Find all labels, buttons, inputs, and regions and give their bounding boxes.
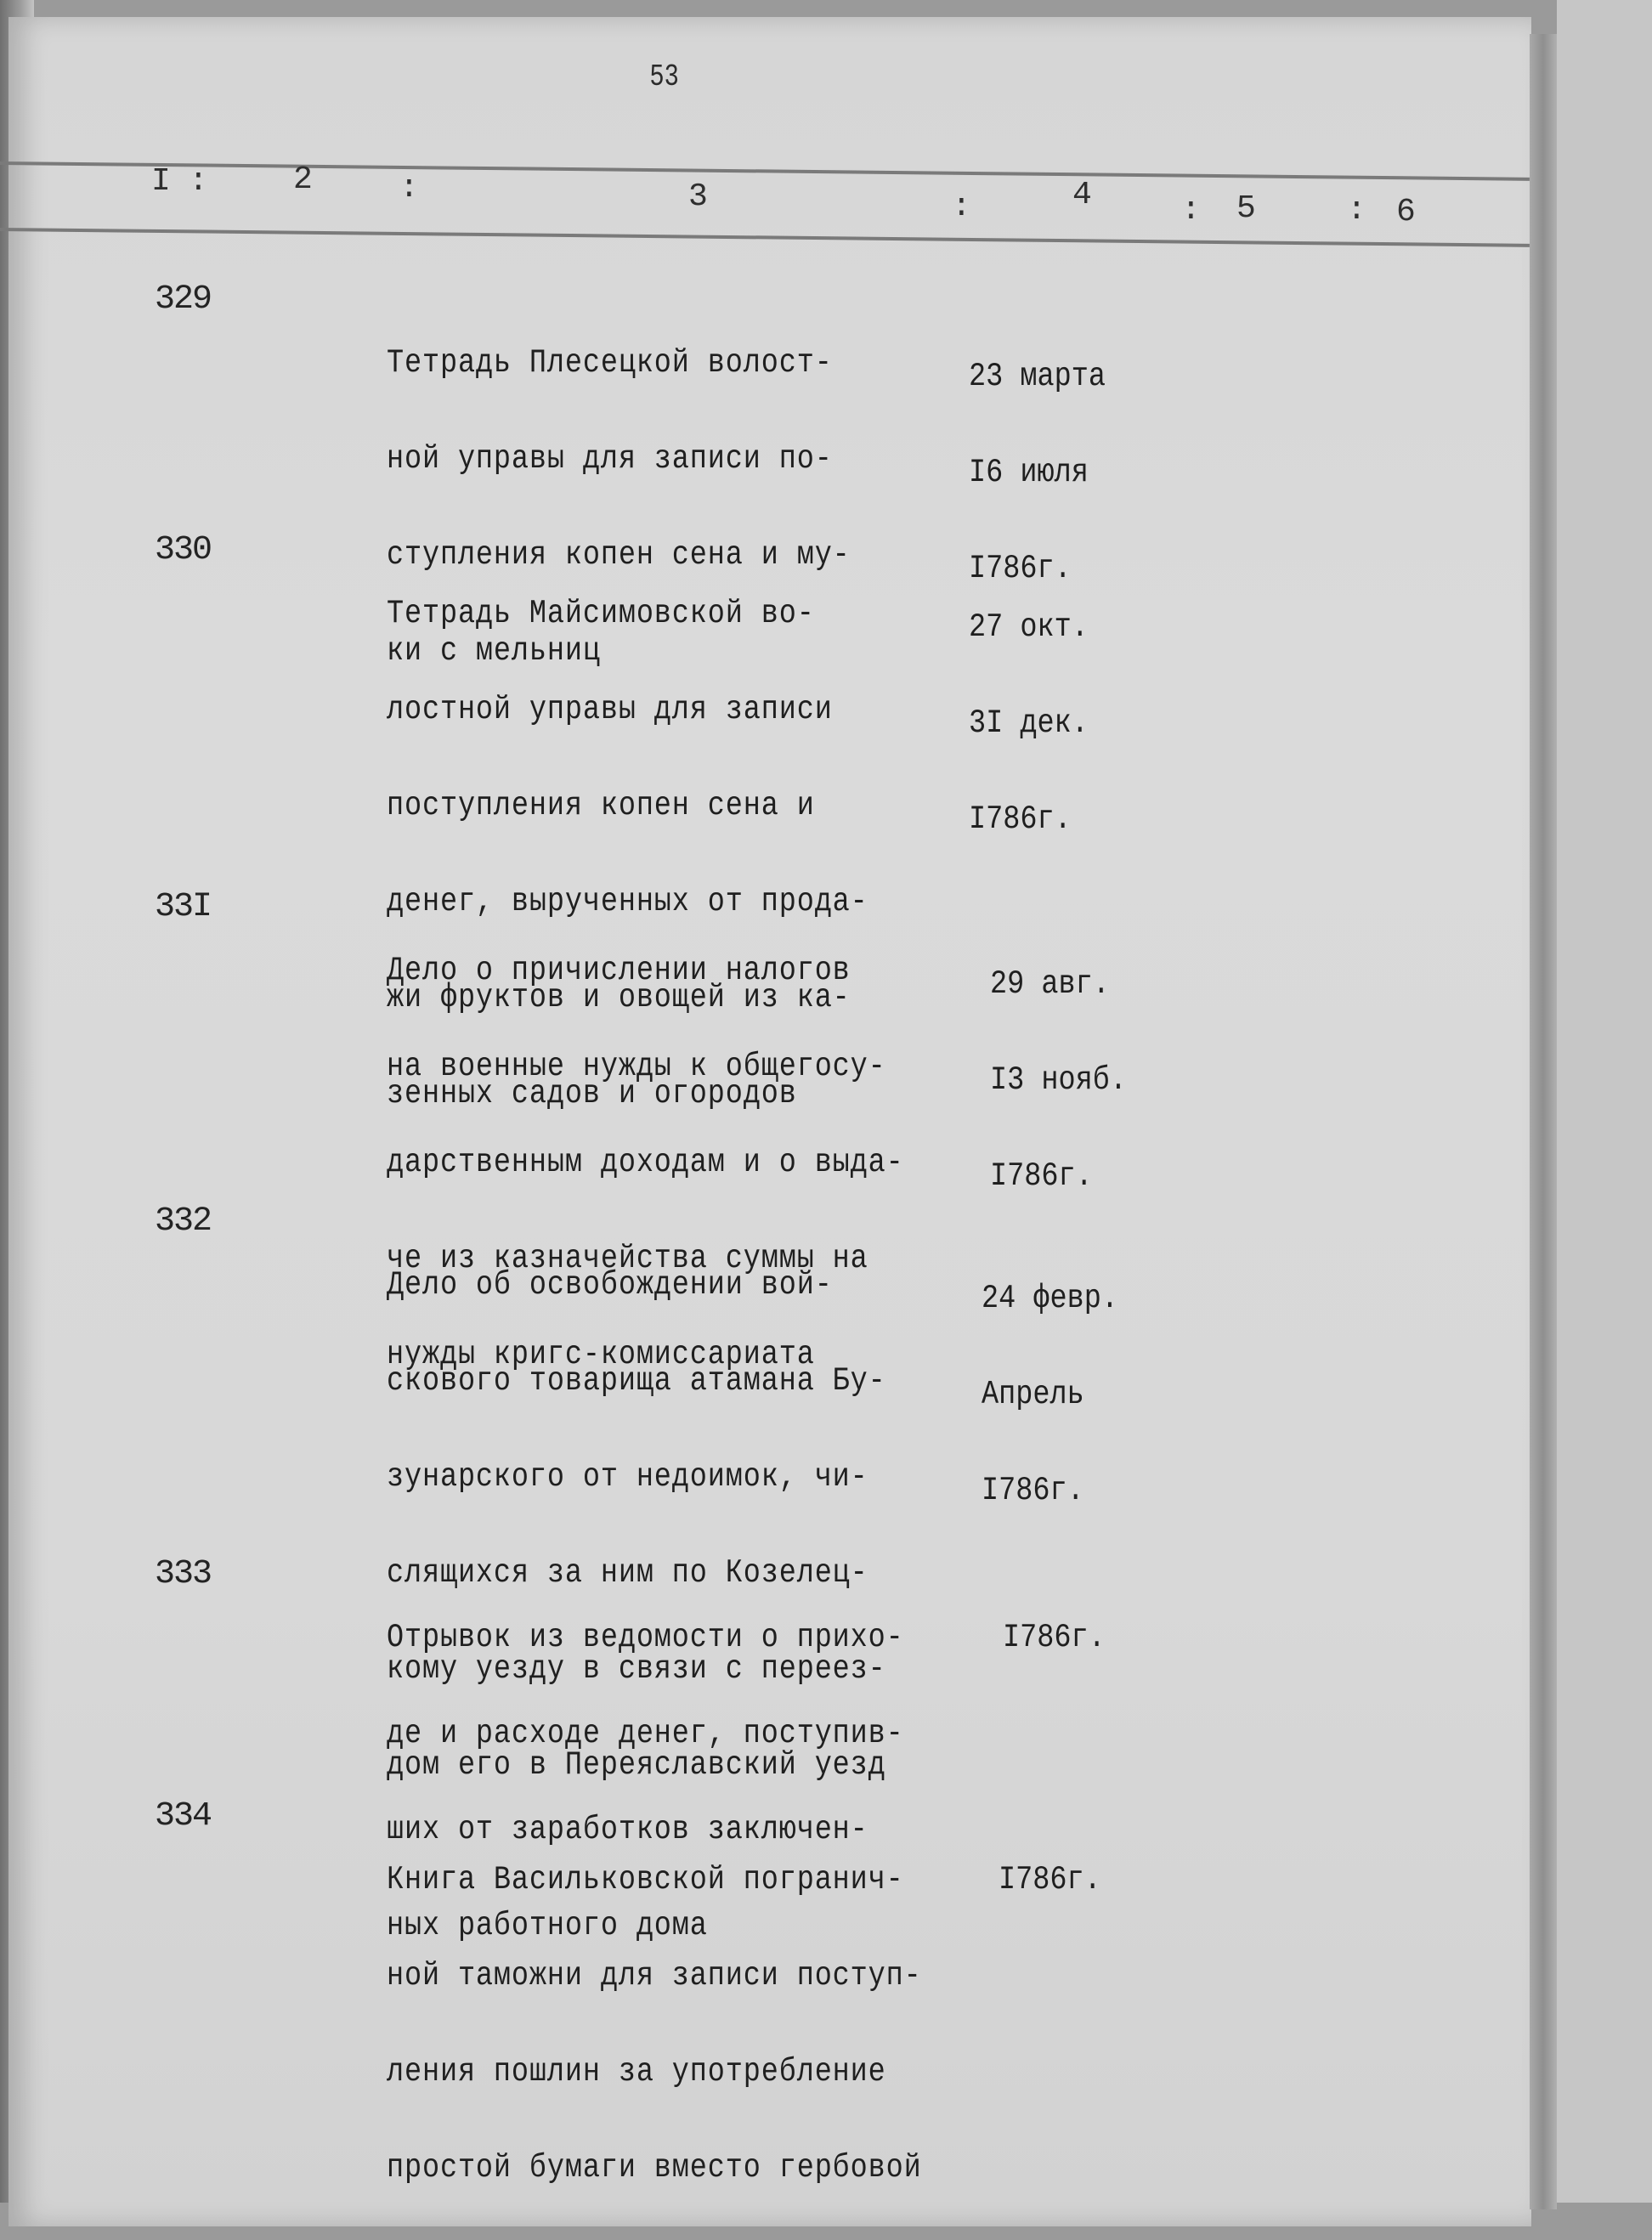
date-line: I3 нояб. — [990, 1061, 1128, 1099]
description-line: Дело об освобождении вой- — [387, 1265, 833, 1304]
description-line: Тетрадь Плесецкой волост- — [387, 343, 833, 382]
column-header-1: I — [151, 163, 171, 200]
column-header-6: 6 — [1396, 194, 1416, 230]
date-line: I6 июля — [969, 453, 1089, 491]
description-line: ных работного дома — [387, 1906, 708, 1944]
description-line: ной таможни для записи поступ- — [387, 1956, 922, 1994]
description-line: Отрывок из ведомости о прихо- — [387, 1618, 904, 1656]
date-line: 29 авг. — [990, 964, 1110, 1003]
description-line: де и расходе денег, поступив- — [387, 1714, 904, 1752]
column-separator: : — [399, 170, 419, 206]
entry-number: 33I — [155, 888, 212, 926]
date-line: I786г. — [999, 1860, 1101, 1898]
column-separator: : — [1181, 192, 1201, 229]
entry-number: 333 — [155, 1555, 212, 1593]
description-line: простой бумаги вместо гербовой — [387, 2148, 922, 2186]
entry-dates — [1003, 1565, 1106, 1710]
column-separator: : — [1347, 192, 1366, 229]
column-separator: : — [952, 189, 971, 225]
description-line: лостной управы для записи — [387, 690, 833, 728]
entry-dates — [969, 555, 1089, 891]
page-stack-edge — [1530, 34, 1557, 2209]
entry-description — [387, 1807, 942, 2240]
description-line: ших от заработков заключен- — [387, 1810, 868, 1848]
description-line: жи фруктов и овощей из ка- — [387, 978, 851, 1016]
description-line: ления пошлин за употребление — [387, 2052, 886, 2090]
description-line: дом его в Переяславский уезд — [387, 1745, 886, 1784]
column-header-2: 2 — [293, 161, 313, 198]
entry-dates — [982, 1226, 1118, 1563]
description-line: кому уезду в связи с переез- — [387, 1649, 886, 1688]
date-line: 3I дек. — [969, 704, 1089, 742]
date-line: I786г. — [1003, 1618, 1106, 1656]
scan-background-right — [1557, 0, 1652, 2203]
date-line: 23 марта — [969, 357, 1106, 395]
column-separator: : — [189, 163, 208, 200]
date-line: I786г. — [969, 549, 1072, 587]
column-header-3: 3 — [688, 178, 708, 215]
column-header-4: 4 — [1072, 177, 1092, 213]
date-line: I786г. — [982, 1471, 1084, 1509]
description-line: нужды кригс-комиссариата — [387, 1335, 815, 1373]
page-number: 53 — [649, 59, 679, 94]
description-line: зунарского от недоимок, чи- — [387, 1457, 868, 1496]
description-line: скового товарища атамана Бу- — [387, 1361, 886, 1400]
description-line: дарственным доходам и о выда- — [387, 1143, 904, 1181]
entry-dates — [990, 912, 1127, 1248]
column-header-5: 5 — [1236, 190, 1256, 227]
description-line: ной управы для записи по- — [387, 439, 833, 478]
entry-number: 329 — [155, 280, 212, 319]
entry-number: 332 — [155, 1202, 212, 1241]
description-line: че из казначейства суммы на — [387, 1239, 868, 1277]
date-line: I786г. — [969, 800, 1072, 838]
date-line: Апрель — [982, 1375, 1084, 1413]
entry-number: 330 — [155, 531, 212, 569]
description-line: поступления копен сена и — [387, 786, 815, 824]
description-line: на военные нужды к общегосу- — [387, 1047, 886, 1085]
date-line: I786г. — [990, 1157, 1093, 1195]
description-line: слящихся за ним по Козелец- — [387, 1553, 868, 1592]
entry-number: 334 — [155, 1797, 212, 1836]
date-line: 24 февр. — [982, 1279, 1119, 1317]
description-line: денег, вырученных от прода- — [387, 882, 868, 920]
date-line: 27 окт. — [969, 608, 1089, 646]
description-line: Тетрадь Майсимовской во- — [387, 594, 815, 632]
description-line: ки с мельниц — [387, 631, 601, 670]
description-line: зенных садов и огородов — [387, 1074, 797, 1112]
description-line: ступления копен сена и му- — [387, 535, 851, 574]
description-line: Книга Васильковской погранич- — [387, 1860, 904, 1898]
entry-dates — [999, 1807, 1101, 1952]
description-line: Дело о причислении налогов — [387, 951, 851, 989]
